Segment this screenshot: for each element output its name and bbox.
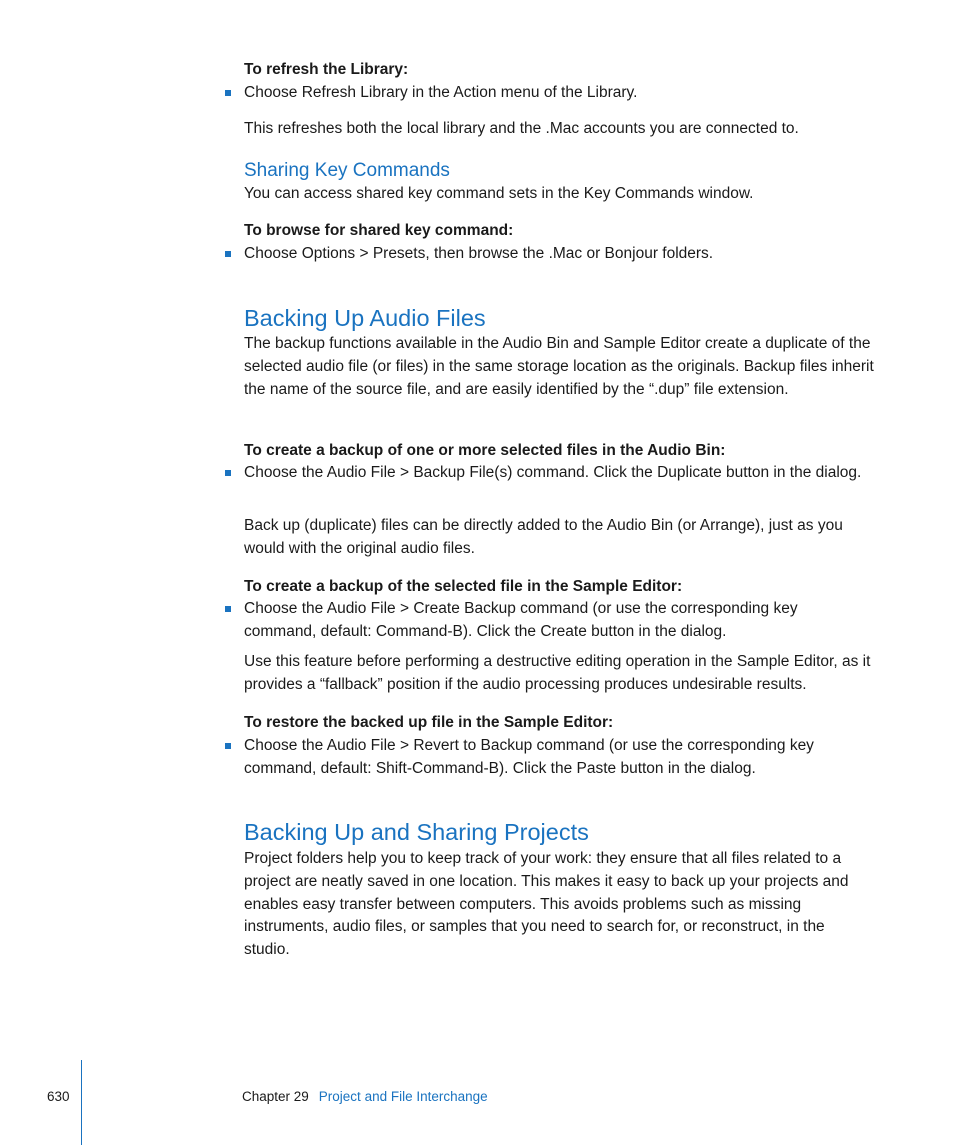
bullet-text: Choose Refresh Library in the Action menu of the Library. [244,84,638,101]
body-audio-bin-note: Back up (duplicate) files can be directly added to the Audio Bin (or Arrange), just as you would with the original audio files. [244,517,843,557]
body-refresh-note: This refreshes both the local library and the .Mac accounts you are connected to. [244,120,799,137]
bullet-text: Choose the Audio File > Revert to Backup command (or use the corresponding key command, default: Shift-Command-B). Click the Paste button in the dialog. [244,737,814,777]
task-heading-sample-editor: To create a backup of the selected file in the Sample Editor: [244,578,683,595]
chapter-title: Project and File Interchange [318,1089,488,1104]
chapter-label: Chapter 29 [242,1089,309,1104]
task-heading-refresh: To refresh the Library: [244,61,409,78]
bullet-square-icon [225,743,231,749]
bullet-square-icon [225,90,231,96]
bullet-item-refresh [244,82,874,105]
bullet-item-sample-editor [244,598,874,644]
task-heading-browse: To browse for shared key command: [244,222,514,239]
bullet-text: Choose the Audio File > Create Backup command (or use the corresponding key command, default: Command-B). Click the Create button in the dialog. [244,600,798,640]
task-heading-restore: To restore the backed up file in the Sample Editor: [244,714,614,731]
body-projects: Project folders help you to keep track of your work: they ensure that all files related to a project are neatly saved in one location. This makes it easy to back up your projects and enables easy transfer between computers. This avoids problems such as missing instruments, audio files, or samples that you need to search for, or reconstruct, in the studio. [244,850,849,959]
body-backup-audio: The backup functions available in the Audio Bin and Sample Editor create a duplicate of the selected audio file (or files) in the same storage location as the originals. Backup files inherit the name of the source file, and are easily identified by the “.dup” file extension. [244,335,874,398]
bullet-square-icon [225,470,231,476]
body-sharing: You can access shared key command sets in the Key Commands window. [244,185,754,202]
footer-chapter [242,1088,488,1106]
bullet-text: Choose Options > Presets, then browse the .Mac or Bonjour folders. [244,245,714,262]
chapter-heading-backing-up-audio-files: Backing Up Audio Files [244,305,486,331]
bullet-square-icon [225,606,231,612]
bullet-square-icon [225,251,231,257]
body-sample-editor-note: Use this feature before performing a destructive editing operation in the Sample Editor, as it provides a “fallback” position if the audio processing produces undesirable results. [244,653,871,693]
bullet-item-browse [244,243,874,266]
section-heading-sharing-key-commands: Sharing Key Commands [244,160,450,181]
page-number: 630 [47,1089,70,1104]
chapter-heading-backing-up-sharing-projects: Backing Up and Sharing Projects [244,819,589,845]
footer-divider [81,1060,82,1145]
task-heading-audio-bin: To create a backup of one or more selected files in the Audio Bin: [244,442,726,459]
bullet-item-restore [244,735,874,781]
bullet-item-audio-bin [244,462,874,485]
bullet-text: Choose the Audio File > Backup File(s) command. Click the Duplicate button in the dialog. [244,464,862,481]
